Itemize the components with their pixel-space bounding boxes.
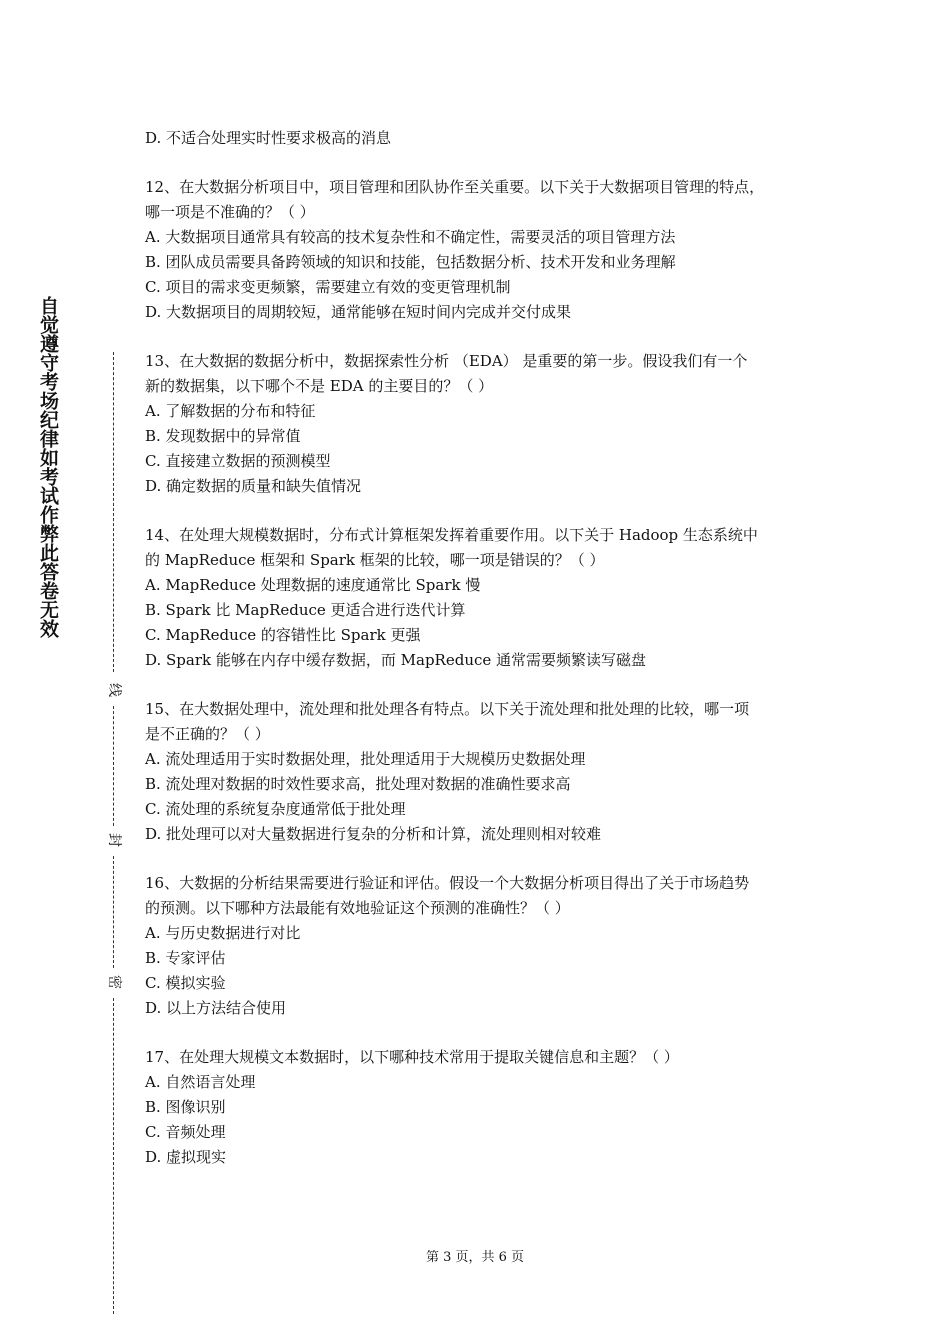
- option-c: C. MapReduce 的容错性比 Spark 更强: [145, 626, 421, 644]
- option-d: D. 虚拟现实: [145, 1148, 227, 1166]
- option-c: C. 音频处理: [145, 1123, 226, 1141]
- binding-line-lower: [113, 856, 114, 968]
- question-16: [145, 871, 825, 1021]
- question-stem-line: 14、在处理大规模数据时，分布式计算框架发挥着重要作用。以下关于 Hadoop 生态系统中: [145, 526, 758, 544]
- binding-line-bottom: [113, 998, 114, 1314]
- option-a: A. 流处理适用于实时数据处理，批处理适用于大规模历史数据处理: [145, 750, 586, 768]
- question-stem-line: 是不正确的？（ ）: [145, 725, 270, 743]
- option-d: D. 确定数据的质量和缺失值情况: [145, 477, 362, 495]
- option-b: B. 发现数据中的异常值: [145, 427, 301, 445]
- option-b: B. Spark 比 MapReduce 更适合进行迭代计算: [145, 601, 466, 619]
- option-b: B. 专家评估: [145, 949, 226, 967]
- option-b: B. 图像识别: [145, 1098, 226, 1116]
- question-stem-line: 的 MapReduce 框架和 Spark 框架的比较，哪一项是错误的？（ ）: [145, 551, 605, 569]
- binding-mark-seal: 封: [104, 830, 124, 850]
- option-d: D. Spark 能够在内存中缓存数据，而 MapReduce 通常需要频繁读写磁盘: [145, 651, 647, 669]
- question-stem-line: 哪一项是不准确的？（ ）: [145, 203, 315, 221]
- page-number-footer: 第 3 页，共 6 页: [425, 1250, 525, 1265]
- question-13: [145, 349, 825, 499]
- question-stem-line: 17、在处理大规模文本数据时，以下哪种技术常用于提取关键信息和主题？（ ）: [145, 1048, 679, 1066]
- option-b: B. 流处理对数据的时效性要求高，批处理对数据的准确性要求高: [145, 775, 571, 793]
- option-c: C. 模拟实验: [145, 974, 226, 992]
- question-stem-line: 13、在大数据的数据分析中，数据探索性分析 （EDA） 是重要的第一步。假设我们有一个: [145, 352, 748, 370]
- question-15: [145, 697, 825, 847]
- option-a: A. 自然语言处理: [145, 1073, 256, 1091]
- question-14: [145, 523, 825, 673]
- option-d: D. 以上方法结合使用: [145, 999, 287, 1017]
- leading-option: D. 不适合处理实时性要求极高的消息: [145, 129, 392, 147]
- question-stem-line: 15、在大数据处理中，流处理和批处理各有特点。以下关于流处理和批处理的比较，哪一项: [145, 700, 750, 718]
- binding-line-top: [113, 352, 114, 672]
- question-stem-line: 的预测。以下哪种方法最能有效地验证这个预测的准确性？（ ）: [145, 899, 570, 917]
- binding-mark-line: 线: [104, 680, 124, 700]
- option-b: B. 团队成员需要具备跨领域的知识和技能，包括数据分析、技术开发和业务理解: [145, 253, 676, 271]
- option-a: A. 大数据项目通常具有较高的技术复杂性和不确定性，需要灵活的项目管理方法: [145, 228, 676, 246]
- question-stem-line: 新的数据集，以下哪个不是 EDA 的主要目的？（ ）: [145, 377, 494, 395]
- question-17: [145, 1045, 825, 1170]
- question-stem-line: 12、在大数据分析项目中，项目管理和团队协作至关重要。以下关于大数据项目管理的特点，: [145, 178, 765, 196]
- question-content: [145, 126, 825, 1170]
- option-a: A. 与历史数据进行对比: [145, 924, 301, 942]
- question-stem-line: 16、大数据的分析结果需要进行验证和评估。假设一个大数据分析项目得出了关于市场趋势: [145, 874, 750, 892]
- exam-discipline-warning: 自觉遵守考场纪律如考试作弊此答卷无效: [37, 296, 59, 638]
- question-12: [145, 175, 825, 325]
- option-c: C. 项目的需求变更频繁，需要建立有效的变更管理机制: [145, 278, 511, 296]
- binding-mark-secret: 密: [104, 972, 124, 992]
- option-d: D. 大数据项目的周期较短，通常能够在短时间内完成并交付成果: [145, 303, 572, 321]
- option-a: A. MapReduce 处理数据的速度通常比 Spark 慢: [145, 576, 481, 594]
- binding-line-middle: [113, 706, 114, 826]
- option-a: A. 了解数据的分布和特征: [145, 402, 316, 420]
- option-c: C. 直接建立数据的预测模型: [145, 452, 331, 470]
- option-d: D. 批处理可以对大量数据进行复杂的分析和计算，流处理则相对较难: [145, 825, 602, 843]
- option-c: C. 流处理的系统复杂度通常低于批处理: [145, 800, 406, 818]
